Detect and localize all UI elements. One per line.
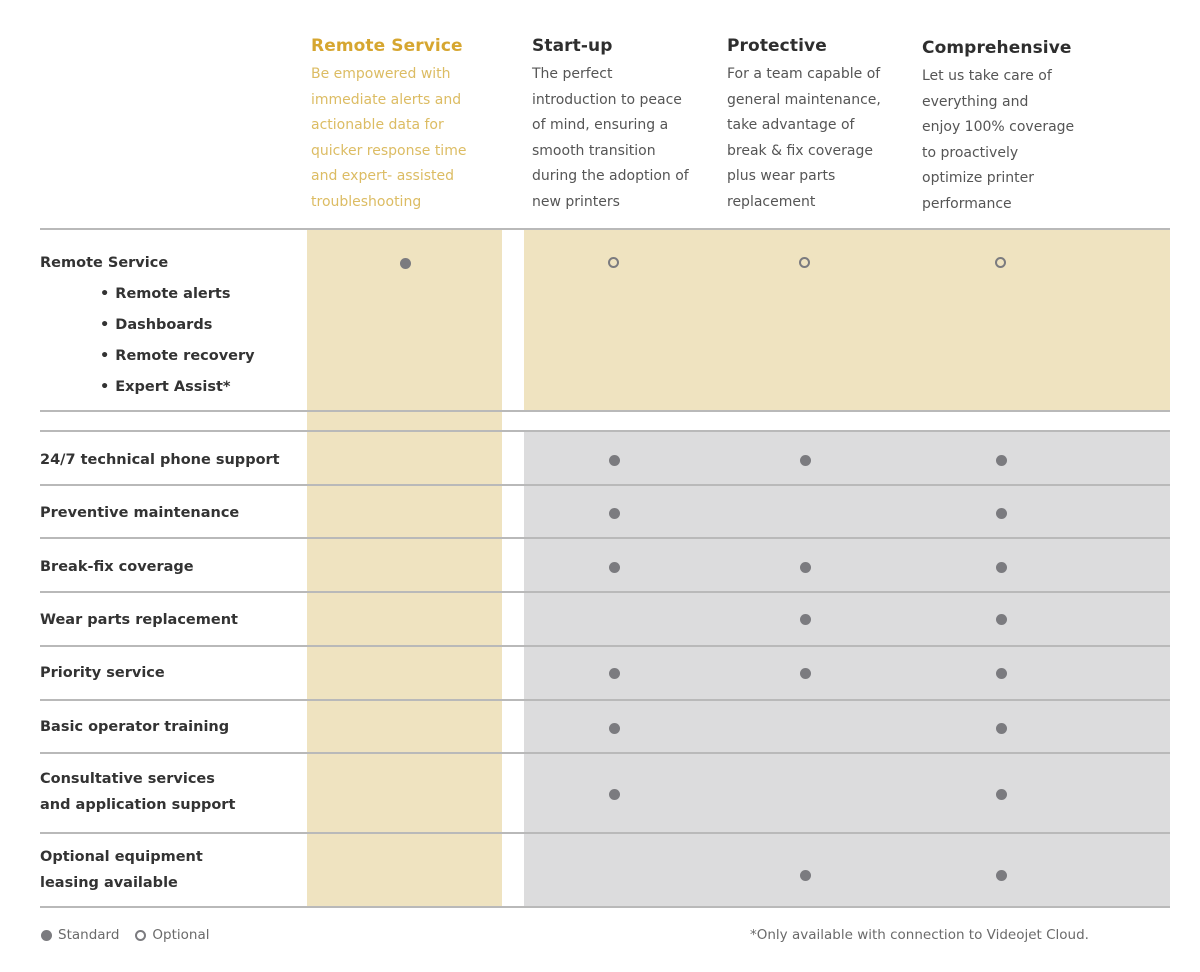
filled-dot-icon [996, 789, 1007, 800]
plan-description: The perfect introduction to peace of mind, ensuring a smooth transition during the adoption of new printers [532, 66, 689, 210]
filled-dot-icon [800, 870, 811, 881]
hollow-dot-icon [608, 257, 619, 268]
plan-header-start-up [532, 36, 722, 215]
filled-dot-icon [996, 614, 1007, 625]
sub-item: • Remote recovery [100, 341, 255, 372]
divider-line [40, 645, 1170, 647]
divider-line [40, 591, 1170, 593]
filled-dot-icon [996, 455, 1007, 466]
row-label: Preventive maintenance [40, 505, 240, 521]
plan-title: Protective [727, 36, 827, 56]
divider-line [40, 832, 1170, 834]
row-label: Break-fix coverage [40, 559, 194, 575]
filled-dot-icon [996, 723, 1007, 734]
filled-dot-icon [996, 668, 1007, 679]
divider-line [40, 906, 1170, 908]
filled-dot-icon [800, 455, 811, 466]
divider-line [40, 228, 1170, 230]
filled-dot-icon [996, 508, 1007, 519]
plan-title: Start-up [532, 36, 613, 56]
filled-dot-icon [800, 562, 811, 573]
filled-dot-icon [609, 668, 620, 679]
plan-header-comprehensive [922, 38, 1112, 217]
plan-title: Comprehensive [922, 38, 1072, 58]
sub-item: • Expert Assist* [100, 372, 255, 403]
plan-description: For a team capable of general maintenance, take advantage of break & fix coverage plus wear parts replacement [727, 66, 881, 210]
row-label: 24/7 technical phone support [40, 452, 280, 468]
remote-service-column-bg [307, 229, 502, 907]
row-label: Optional equipment leasing available [40, 849, 203, 891]
filled-dot-icon [800, 614, 811, 625]
remote-service-sub-list [100, 279, 255, 403]
filled-dot-icon [609, 508, 620, 519]
legend [41, 927, 226, 943]
divider-line [40, 699, 1170, 701]
plans-features-bg [524, 431, 1170, 907]
sub-item: • Remote alerts [100, 279, 255, 310]
row-label-remote-service: Remote Service [40, 255, 169, 271]
filled-dot-icon [996, 870, 1007, 881]
legend-optional: Optional [135, 927, 209, 943]
legend-standard: Standard [41, 927, 119, 943]
filled-dot-icon [609, 455, 620, 466]
hollow-dot-icon [135, 930, 146, 941]
filled-dot-icon [609, 562, 620, 573]
plan-header-remote-service [311, 36, 501, 215]
plan-description: Let us take care of everything and enjoy 100% coverage to proactively optimize printer performance [922, 68, 1075, 212]
plan-header-protective [727, 36, 917, 215]
filled-dot-icon [609, 723, 620, 734]
hollow-dot-icon [995, 257, 1006, 268]
plan-description: Be empowered with immediate alerts and actionable data for quicker response time and expert- assisted troubleshooting [311, 66, 467, 210]
filled-dot-icon [400, 258, 411, 269]
hollow-dot-icon [799, 257, 810, 268]
divider-line [40, 430, 1170, 432]
sub-item: • Dashboards [100, 310, 255, 341]
divider-line [40, 752, 1170, 754]
plan-title: Remote Service [311, 36, 463, 56]
row-label: Priority service [40, 665, 165, 681]
filled-dot-icon [996, 562, 1007, 573]
plans-remote-row-bg [524, 229, 1170, 411]
row-label: Wear parts replacement [40, 612, 238, 628]
filled-dot-icon [609, 789, 620, 800]
divider-line [40, 537, 1170, 539]
filled-dot-icon [800, 668, 811, 679]
row-label: Consultative services and application support [40, 771, 236, 813]
divider-line [40, 410, 1170, 412]
footnote: *Only available with connection to Videojet Cloud. [750, 927, 1089, 943]
filled-dot-icon [41, 930, 52, 941]
row-label: Basic operator training [40, 719, 230, 735]
divider-line [40, 484, 1170, 486]
